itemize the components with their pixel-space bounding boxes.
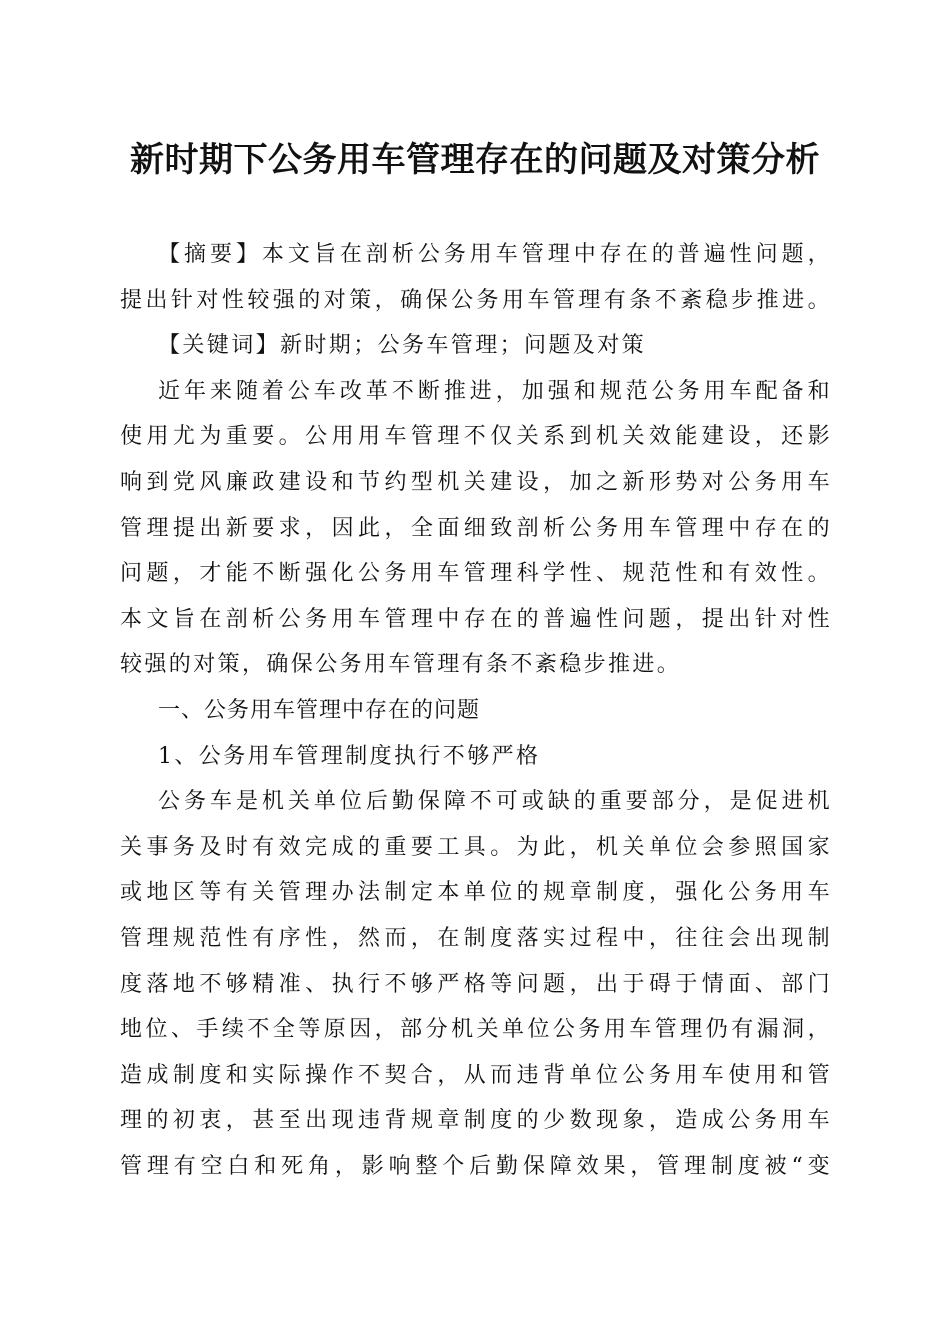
paragraph-line: 近年来随着公车改革不断推进，加强和规范公务用车配备和 [158, 378, 832, 404]
paragraph-line: 理的初衷，甚至出现违背规章制度的少数现象，造成公务用车 [120, 1108, 832, 1134]
abstract-line: 【摘要】本文旨在剖析公务用车管理中存在的普遍性问题， [158, 242, 832, 267]
paragraph-line: 管理规范性有序性，然而，在制度落实过程中，往往会出现制 [120, 925, 832, 951]
abstract-line: 提出针对性较强的对策，确保公务用车管理有条不紊稳步推进。 [120, 287, 832, 313]
paragraph-line: 较强的对策，确保公务用车管理有条不紊稳步推进。 [120, 652, 682, 678]
paragraph-line: 使用尤为重要。公用用车管理不仅关系到机关效能建设，还影 [120, 424, 832, 450]
document-title: 新时期下公务用车管理存在的问题及对策分析 [130, 140, 820, 180]
paragraph-line: 地位、手续不全等原因，部分机关单位公务用车管理仍有漏洞， [120, 1017, 832, 1043]
paragraph-line: 关事务及时有效完成的重要工具。为此，机关单位会参照国家 [120, 834, 832, 860]
paragraph-line: 或地区等有关管理办法制定本单位的规章制度，强化公务用车 [120, 880, 832, 906]
document-body [120, 232, 832, 1189]
paragraph-line: 造成制度和实际操作不契合，从而违背单位公务用车使用和管 [120, 1062, 832, 1088]
subsection-heading: 1、公务用车管理制度执行不够严格 [158, 743, 541, 769]
paragraph-line: 问题，才能不断强化公务用车管理科学性、规范性和有效性。 [120, 561, 832, 587]
section-heading: 一、公务用车管理中存在的问题 [158, 697, 481, 723]
paragraph-line: 管理提出新要求，因此，全面细致剖析公务用车管理中存在的 [120, 515, 832, 541]
paragraph-line: 响到党风廉政建设和节约型机关建设，加之新形势对公务用车 [120, 469, 832, 495]
paragraph-line: 公务车是机关单位后勤保障不可或缺的重要部分，是促进机 [158, 789, 832, 815]
paragraph-line: 本文旨在剖析公务用车管理中存在的普遍性问题，提出针对性 [120, 606, 832, 632]
paragraph-line: 管理有空白和死角，影响整个后勤保障效果，管理制度被“变 [120, 1153, 832, 1179]
keywords-line: 【关键词】新时期；公务车管理；问题及对策 [158, 333, 647, 359]
paragraph-line: 度落地不够精准、执行不够严格等问题，出于碍于情面、部门 [120, 971, 832, 997]
